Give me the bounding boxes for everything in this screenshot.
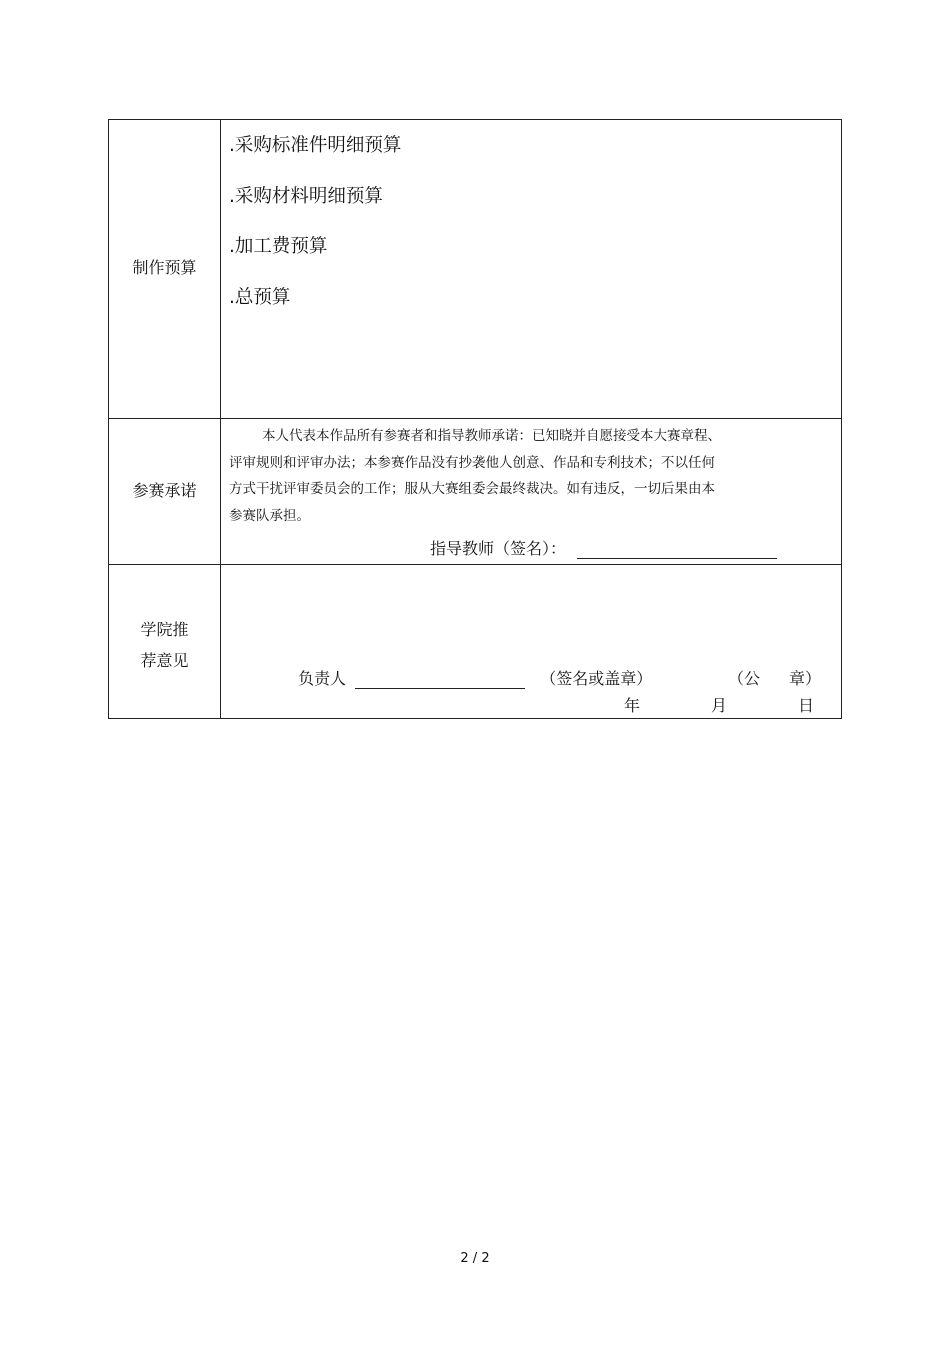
- page-number: 2 / 2: [460, 1251, 490, 1266]
- application-form-table: [108, 119, 842, 719]
- budget-label: 制作预算: [132, 258, 197, 277]
- budget-item-total: [229, 283, 290, 309]
- seal-close-text: 章）: [789, 669, 822, 688]
- promise-label: 参赛承诺: [132, 481, 197, 500]
- promise-line: 参赛队承担。: [229, 507, 310, 524]
- responsible-signature-field[interactable]: [355, 670, 525, 689]
- college-label-line1: 学院推: [140, 620, 189, 639]
- row-divider-promise: [109, 564, 841, 565]
- budget-item-text: .采购材料明细预算: [229, 186, 383, 207]
- advisor-signature: [430, 536, 777, 559]
- promise-text: [229, 423, 789, 529]
- budget-item-text: .加工费预算: [229, 236, 328, 257]
- date-month: 月: [711, 696, 728, 715]
- advisor-signature-field[interactable]: [577, 540, 777, 559]
- college-label-line2: 荐意见: [140, 651, 189, 670]
- sign-or-seal-text: （签名或盖章）: [540, 669, 653, 688]
- column-divider: [220, 120, 221, 718]
- advisor-signature-label: 指导教师（签名）：: [430, 539, 567, 558]
- date-day: 日: [798, 696, 815, 715]
- row-divider-budget: [109, 418, 841, 419]
- budget-item-text: .总预算: [229, 287, 291, 308]
- seal-open-text: （公: [728, 669, 761, 688]
- responsible-signature: [298, 666, 652, 689]
- responsible-label: 负责人: [298, 669, 347, 688]
- budget-item-standard-parts: [229, 131, 401, 157]
- promise-line: 方式干扰评审委员会的工作；服从大赛组委会最终裁决。如有违反，一切后果由本: [229, 481, 715, 497]
- date-year: 年: [624, 696, 641, 715]
- budget-item-materials: [229, 182, 383, 208]
- budget-item-processing: [229, 232, 327, 258]
- promise-line: 评审规则和评审办法；本参赛作品没有抄袭他人创意、作品和专利技术；不以任何: [229, 454, 715, 471]
- promise-line: 本人代表本作品所有参赛者和指导教师承诺：已知晓并自愿接受本大赛章程、: [262, 428, 721, 444]
- budget-item-text: .采购标准件明细预算: [229, 135, 402, 156]
